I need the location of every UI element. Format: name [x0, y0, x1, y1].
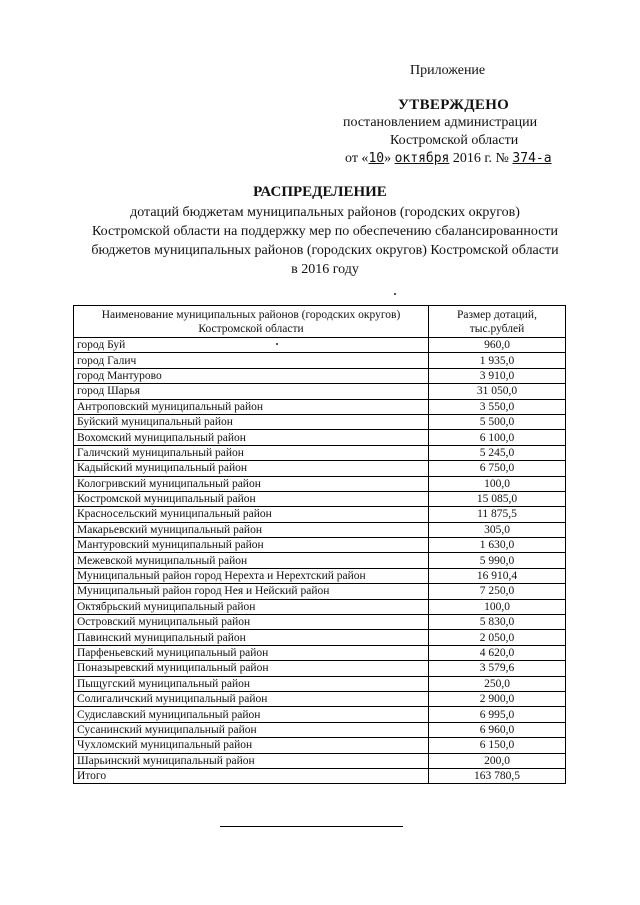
table-row	[74, 645, 566, 660]
district-name: Сусанинский муниципальный район	[74, 722, 429, 737]
table-row	[74, 384, 566, 399]
table-row	[74, 538, 566, 553]
subsidy-amount: 6 100,0	[429, 430, 566, 445]
decree-line-2: Костромской области	[390, 133, 519, 148]
subsidy-amount: 200,0	[429, 753, 566, 768]
subsidy-amount: 1 935,0	[429, 353, 566, 368]
district-name: Муниципальный район город Нерехта и Нерехтский район	[74, 568, 429, 583]
table-row	[74, 753, 566, 768]
subsidy-amount: 5 500,0	[429, 414, 566, 429]
approved-stamp: УТВЕРЖДЕНО	[398, 97, 510, 113]
subsidy-amount: 960,0	[429, 338, 566, 353]
district-name: город Шарья	[74, 384, 429, 399]
date-mid: »	[384, 151, 395, 166]
bottom-divider	[220, 826, 403, 827]
district-name: город Галич	[74, 353, 429, 368]
header-subsidy-amount: Размер дотаций, тыс.рублей	[429, 306, 566, 338]
table-row	[74, 630, 566, 645]
district-name: Кадыйский муниципальный район	[74, 461, 429, 476]
table-row	[74, 584, 566, 599]
subsidy-amount: 3 550,0	[429, 399, 566, 414]
district-name: Костромской муниципальный район	[74, 491, 429, 506]
header-district-name: Наименование муниципальных районов (городских округов) Костромской области	[74, 306, 429, 338]
subsidy-amount: 2 050,0	[429, 630, 566, 645]
district-name: Межевской муниципальный район	[74, 553, 429, 568]
table-row	[74, 414, 566, 429]
subsidy-amount: 5 830,0	[429, 615, 566, 630]
district-name: Галичский муниципальный район	[74, 445, 429, 460]
district-name: Кологривский муниципальный район	[74, 476, 429, 491]
subsidy-table	[73, 305, 566, 784]
table-row	[74, 722, 566, 737]
subsidy-amount: 15 085,0	[429, 491, 566, 506]
date-day: 10	[368, 151, 385, 166]
table-row	[74, 661, 566, 676]
date-prefix: от «	[345, 151, 369, 166]
table-row	[74, 599, 566, 614]
document-subtitle: дотаций бюджетам муниципальных районов (городских округов) Костромской области на поддержку мер по обеспечению сбалансированности бюджетов муниципальных районов (городских округов) Костромской области в 2016 году	[91, 205, 559, 277]
subsidy-amount: 163 780,5	[429, 768, 566, 783]
district-name: Поназыревский муниципальный район	[74, 661, 429, 676]
date-month: октября	[394, 151, 450, 166]
table-row	[74, 615, 566, 630]
district-name: Антроповский муниципальный район	[74, 399, 429, 414]
table-row	[74, 399, 566, 414]
subsidy-amount: 100,0	[429, 599, 566, 614]
table-row	[74, 707, 566, 722]
subsidy-amount: 31 050,0	[429, 384, 566, 399]
district-name: Вохомский муниципальный район	[74, 430, 429, 445]
district-name: Красносельский муниципальный район	[74, 507, 429, 522]
district-name: Шарьинский муниципальный район	[74, 753, 429, 768]
subsidy-amount: 5 245,0	[429, 445, 566, 460]
table-row	[74, 522, 566, 537]
table-header-row	[74, 306, 566, 338]
table-row	[74, 461, 566, 476]
subsidy-amount: 100,0	[429, 476, 566, 491]
district-name: Парфеньевский муниципальный район	[74, 645, 429, 660]
district-name: Муниципальный район город Нея и Нейский район	[74, 584, 429, 599]
district-name: Островский муниципальный район	[74, 615, 429, 630]
subsidy-amount: 5 990,0	[429, 553, 566, 568]
table-row	[74, 368, 566, 383]
subsidy-amount: 1 630,0	[429, 538, 566, 553]
date-year: 2016 г. №	[449, 151, 513, 166]
district-name: Судиславский муниципальный район	[74, 707, 429, 722]
subsidy-amount: 6 750,0	[429, 461, 566, 476]
table-row	[74, 768, 566, 783]
district-name: Солигаличский муниципальный район	[74, 691, 429, 706]
table-row	[74, 338, 566, 353]
subsidy-amount: 6 960,0	[429, 722, 566, 737]
decree-number: 374-а	[512, 151, 552, 166]
table-row	[74, 430, 566, 445]
district-name: город Мантурово	[74, 368, 429, 383]
decree-line-1: постановлением администрации	[343, 115, 538, 130]
district-name: Итого	[74, 768, 429, 783]
district-name: Мантуровский муниципальный район	[74, 538, 429, 553]
subsidy-amount: 305,0	[429, 522, 566, 537]
district-name: Пыщугский муниципальный район	[74, 676, 429, 691]
district-name: Макарьевский муниципальный район	[74, 522, 429, 537]
appendix-label: Приложение	[410, 63, 486, 78]
district-name: город Буй	[74, 338, 429, 353]
table-row	[74, 691, 566, 706]
scan-speck	[394, 293, 396, 295]
subsidy-amount: 11 875,5	[429, 507, 566, 522]
subsidy-amount: 16 910,4	[429, 568, 566, 583]
table-row	[74, 553, 566, 568]
table-row	[74, 676, 566, 691]
table-row	[74, 445, 566, 460]
decree-date-line	[345, 151, 552, 167]
subsidy-amount: 4 620,0	[429, 645, 566, 660]
subsidy-amount: 7 250,0	[429, 584, 566, 599]
subsidy-amount: 3 910,0	[429, 368, 566, 383]
subsidy-amount: 2 900,0	[429, 691, 566, 706]
district-name: Буйский муниципальный район	[74, 414, 429, 429]
table-row	[74, 491, 566, 506]
table-row	[74, 738, 566, 753]
district-name: Октябрьский муниципальный район	[74, 599, 429, 614]
subsidy-amount: 6 995,0	[429, 707, 566, 722]
document-title: РАСПРЕДЕЛЕНИЕ	[253, 184, 387, 200]
table-row	[74, 568, 566, 583]
subsidy-amount: 6 150,0	[429, 738, 566, 753]
subsidy-amount: 3 579,6	[429, 661, 566, 676]
table-row	[74, 507, 566, 522]
district-name: Чухломский муниципальный район	[74, 738, 429, 753]
subsidy-amount: 250,0	[429, 676, 566, 691]
table-row	[74, 476, 566, 491]
table-row	[74, 353, 566, 368]
district-name: Павинский муниципальный район	[74, 630, 429, 645]
